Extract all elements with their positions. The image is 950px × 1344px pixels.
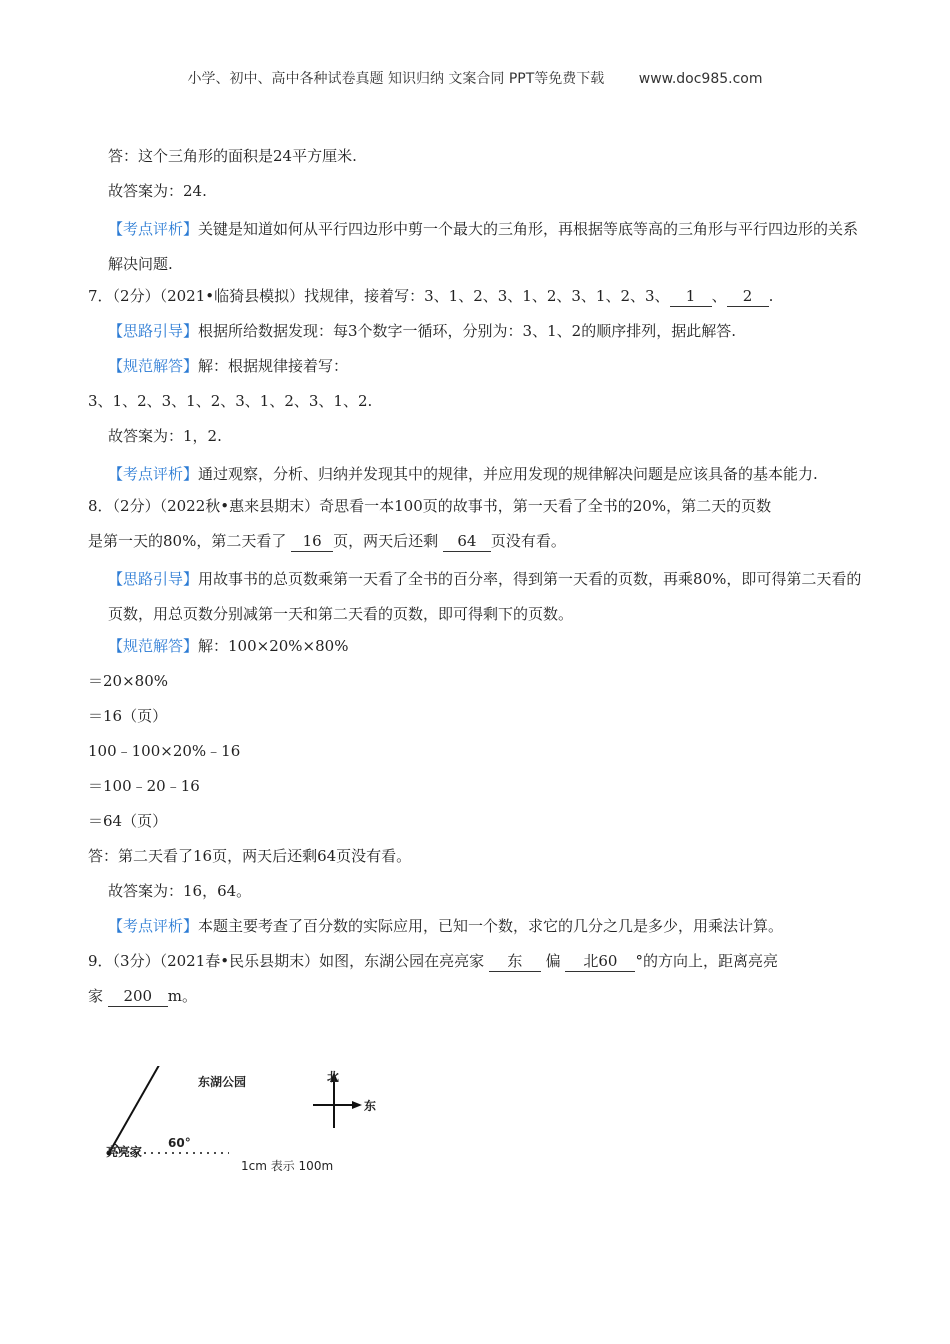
hint-text: 用故事书的总页数乘第一天看了全书的百分率，得到第一天看的页数，再乘80%，即可得第二天看的页数，用总页数分别减第一天和第二天看的页数，即可得剩下的页数。: [108, 570, 862, 623]
q8-step-1: ＝20×80%: [88, 672, 168, 690]
prev-review: [88, 212, 868, 282]
review-text: 本题主要考查了百分数的实际应用，已知一个数，求它的几分之几是多少，用乘法计算。: [198, 917, 784, 935]
q8-answer: 答：第二天看了16页，两天后还剩64页没有看。: [88, 847, 412, 865]
header-text: 小学、初中、高中各种试卷真题 知识归纳 文案合同 PPT等免费下载: [187, 71, 605, 87]
document-body: [88, 142, 868, 1017]
q9-stem-part-2a: 家: [88, 987, 108, 1005]
q8-blank-1: 16: [291, 531, 333, 552]
review-text: 关键是知道如何从平行四边形中剪一个最大的三角形，再根据等底等高的三角形与平行四边形的关系解决问题.: [108, 220, 859, 273]
q9-stem-mid-2: °的方向上，距离亮亮: [635, 952, 778, 970]
page-header: [0, 68, 950, 88]
q7-sep: 、: [711, 287, 727, 305]
review-tag: 【考点评析】: [108, 917, 199, 935]
review-text: 通过观察，分析、归纳并发现其中的规律，并应用发现的规律解决问题是应该具备的基本能力.: [198, 465, 818, 483]
solution-tag: 【规范解答】: [108, 637, 199, 655]
q8-stem-text: （2分）（2022秋•惠来县期末）奇思看一本100页的故事书，第一天看了全书的20%，第二天的页数: [112, 497, 772, 515]
q7-stem-text: （2分）（2021•临猗县模拟）找规律，接着写：3、1、2、3、1、2、3、1、2、3、: [112, 287, 670, 305]
q7-hint: [88, 317, 868, 352]
hint-text: 根据所给数据发现：每3个数字一循环，分别为：3、1、2的顺序排列，据此解答.: [198, 322, 736, 340]
q9-number: 9．: [88, 952, 113, 970]
q8-number: 8．: [88, 497, 113, 515]
home-label: 亮亮家: [106, 1145, 143, 1159]
solution-text: 解：100×20%×80%: [198, 637, 349, 655]
q8-blank-2: 64: [443, 531, 491, 552]
q9-stem-part-1: （3分）（2021春•民乐县期末）如图，东湖公园在亮亮家: [112, 952, 489, 970]
q8-stem-line2: [88, 527, 868, 562]
q8-step-5: ＝64（页）: [88, 812, 168, 830]
q9-blank-1: 东: [489, 951, 541, 972]
prev-final: 故答案为：24.: [108, 182, 207, 200]
q7-solution: [88, 352, 868, 387]
q8-stem-line1: [88, 492, 868, 527]
review-tag: 【考点评析】: [108, 220, 199, 238]
q7-blank-2: 2: [727, 286, 769, 307]
east-label: 东: [364, 1099, 377, 1113]
q7-stem: [88, 282, 868, 317]
q7-blank-1: 1: [670, 286, 712, 307]
q8-step-2: ＝16（页）: [88, 707, 168, 725]
q8-stem-part-c: 页没有看。: [490, 532, 566, 550]
q9-stem-mid-1: 偏: [540, 952, 566, 970]
q8-review: [88, 912, 868, 947]
q8-hint: [88, 562, 868, 632]
q8-stem-part-a: 是第一天的80%，第二天看了: [88, 532, 292, 550]
q7-end: .: [768, 287, 774, 305]
review-tag: 【考点评析】: [108, 465, 199, 483]
q7-final: 故答案为：1，2.: [108, 427, 222, 445]
scale-label: 1cm 表示 100m: [241, 1159, 334, 1173]
prev-answer: 答：这个三角形的面积是24平方厘米.: [108, 147, 357, 165]
north-label: 北: [327, 1070, 340, 1084]
q8-step-4: ＝100﹣20﹣16: [88, 777, 200, 795]
q8-solution: [88, 632, 868, 667]
angle-label: 60°: [168, 1136, 191, 1150]
q8-stem-part-b: 页，两天后还剩: [333, 532, 443, 550]
hint-tag: 【思路引导】: [108, 570, 199, 588]
q7-review: [88, 457, 868, 492]
solution-text: 解：根据规律接着写：: [198, 357, 349, 375]
hint-tag: 【思路引导】: [108, 322, 199, 340]
q9-blank-2: 北60: [565, 951, 635, 972]
q7-sequence: 3、1、2、3、1、2、3、1、2、3、1、2.: [88, 392, 373, 410]
solution-tag: 【规范解答】: [108, 357, 199, 375]
east-arrow-icon: [352, 1101, 362, 1109]
q9-stem-line2: [88, 982, 868, 1017]
park-label: 东湖公园: [198, 1075, 247, 1089]
q9-stem-part-2b: m。: [167, 987, 198, 1005]
q8-final: 故答案为：16，64。: [108, 882, 252, 900]
q9-stem-line1: [88, 947, 868, 982]
q8-step-3: 100﹣100×20%﹣16: [88, 742, 241, 760]
q7-number: 7．: [88, 287, 113, 305]
q9-blank-3: 200: [108, 986, 168, 1007]
header-url[interactable]: www.doc985.com: [638, 71, 763, 87]
